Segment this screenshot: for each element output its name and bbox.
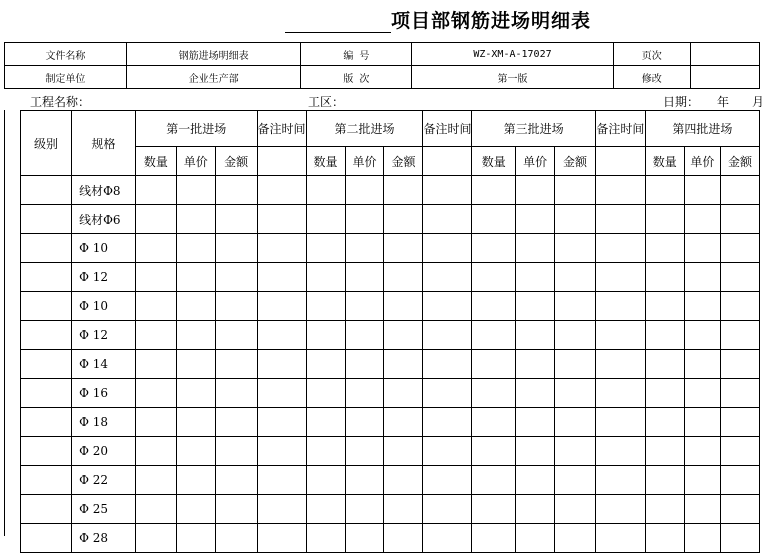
data-cell <box>684 205 720 234</box>
data-cell <box>645 176 684 205</box>
data-cell <box>215 350 257 379</box>
data-cell <box>257 437 306 466</box>
data-cell <box>257 205 306 234</box>
data-cell <box>215 379 257 408</box>
data-cell <box>215 408 257 437</box>
amount-header: 金额 <box>555 147 596 176</box>
data-cell <box>516 321 555 350</box>
data-cell <box>516 437 555 466</box>
month-label: 月 <box>752 95 764 109</box>
data-cell <box>306 321 345 350</box>
data-cell <box>423 176 472 205</box>
grade-cell <box>21 292 72 321</box>
data-cell <box>555 495 596 524</box>
spec-cell: 线材Φ8 <box>72 176 136 205</box>
data-cell <box>345 379 384 408</box>
data-cell <box>257 350 306 379</box>
data-cell <box>135 205 176 234</box>
grade-cell <box>21 176 72 205</box>
data-cell <box>595 263 645 292</box>
data-cell <box>516 379 555 408</box>
data-cell <box>384 263 423 292</box>
data-cell <box>595 234 645 263</box>
data-cell <box>215 524 257 553</box>
data-cell <box>345 263 384 292</box>
qty-header: 数量 <box>306 147 345 176</box>
data-cell <box>176 495 215 524</box>
data-cell <box>423 321 472 350</box>
data-cell <box>684 524 720 553</box>
data-cell <box>516 350 555 379</box>
data-cell <box>423 234 472 263</box>
data-cell <box>645 437 684 466</box>
data-cell <box>645 292 684 321</box>
table-header-row <box>21 111 760 147</box>
meta-row <box>5 66 760 89</box>
data-cell <box>555 466 596 495</box>
data-cell <box>720 205 759 234</box>
year-label: 年 <box>717 95 730 109</box>
grade-cell <box>21 205 72 234</box>
price-header: 单价 <box>516 147 555 176</box>
data-cell <box>684 350 720 379</box>
meta-row <box>5 43 760 66</box>
price-header: 单价 <box>176 147 215 176</box>
data-cell <box>384 205 423 234</box>
data-cell <box>306 176 345 205</box>
page-label: 页次 <box>613 43 690 66</box>
data-cell <box>176 234 215 263</box>
data-cell <box>720 234 759 263</box>
data-cell <box>135 495 176 524</box>
data-cell <box>306 234 345 263</box>
spec-cell: Φ 14 <box>72 350 136 379</box>
data-cell <box>345 408 384 437</box>
page-value <box>690 43 759 66</box>
data-cell <box>345 495 384 524</box>
data-cell <box>345 437 384 466</box>
data-cell <box>384 495 423 524</box>
grade-cell <box>21 234 72 263</box>
grade-cell <box>21 524 72 553</box>
data-cell <box>176 321 215 350</box>
data-cell <box>645 350 684 379</box>
data-cell <box>345 292 384 321</box>
data-cell <box>472 379 516 408</box>
data-cell <box>423 408 472 437</box>
data-cell <box>516 408 555 437</box>
spec-cell: Φ 18 <box>72 408 136 437</box>
data-cell <box>384 176 423 205</box>
data-cell <box>472 263 516 292</box>
data-cell <box>645 234 684 263</box>
data-cell <box>516 495 555 524</box>
data-cell <box>684 408 720 437</box>
data-cell <box>345 176 384 205</box>
date-label: 日期： <box>663 95 700 109</box>
data-cell <box>306 263 345 292</box>
data-cell <box>595 379 645 408</box>
table-body <box>21 176 760 553</box>
data-cell <box>516 292 555 321</box>
data-cell <box>345 321 384 350</box>
data-cell <box>215 466 257 495</box>
data-cell <box>684 495 720 524</box>
grade-cell <box>21 495 72 524</box>
spec-header: 规格 <box>72 111 136 176</box>
remark-time-header: 备注时间 <box>423 111 472 147</box>
data-cell <box>135 176 176 205</box>
batch-4-header: 第四批进场 <box>645 111 759 147</box>
qty-header: 数量 <box>645 147 684 176</box>
data-cell <box>423 466 472 495</box>
remark-cell <box>595 147 645 176</box>
data-cell <box>345 234 384 263</box>
table-row <box>21 466 760 495</box>
data-cell <box>595 466 645 495</box>
data-cell <box>257 321 306 350</box>
doc-number-label: 编 号 <box>301 43 412 66</box>
data-cell <box>176 379 215 408</box>
table-row <box>21 176 760 205</box>
data-cell <box>306 408 345 437</box>
table-row <box>21 408 760 437</box>
data-cell <box>516 205 555 234</box>
data-cell <box>595 437 645 466</box>
data-cell <box>720 176 759 205</box>
data-cell <box>215 205 257 234</box>
data-cell <box>684 379 720 408</box>
batch-3-header: 第三批进场 <box>472 111 595 147</box>
data-cell <box>595 321 645 350</box>
batch-2-header: 第二批进场 <box>306 111 423 147</box>
data-cell <box>555 379 596 408</box>
data-cell <box>555 408 596 437</box>
data-cell <box>555 437 596 466</box>
data-cell <box>257 176 306 205</box>
data-cell <box>720 466 759 495</box>
data-cell <box>595 408 645 437</box>
data-cell <box>516 263 555 292</box>
data-cell <box>384 234 423 263</box>
data-cell <box>684 263 720 292</box>
data-cell <box>135 379 176 408</box>
data-cell <box>645 321 684 350</box>
data-cell <box>720 263 759 292</box>
grade-cell <box>21 321 72 350</box>
data-cell <box>645 263 684 292</box>
data-cell <box>257 379 306 408</box>
remark-time-header: 备注时间 <box>257 111 306 147</box>
data-cell <box>555 234 596 263</box>
data-cell <box>384 350 423 379</box>
data-cell <box>176 524 215 553</box>
data-cell <box>595 176 645 205</box>
data-cell <box>555 350 596 379</box>
data-cell <box>423 524 472 553</box>
table-row <box>21 524 760 553</box>
qty-header: 数量 <box>472 147 516 176</box>
data-cell <box>472 292 516 321</box>
data-cell <box>516 234 555 263</box>
grade-header: 级别 <box>21 111 72 176</box>
grade-cell <box>21 408 72 437</box>
document-title: 项目部钢筋进场明细表 <box>391 10 592 32</box>
data-cell <box>176 176 215 205</box>
data-cell <box>384 321 423 350</box>
data-cell <box>595 524 645 553</box>
batch-1-header: 第一批进场 <box>135 111 257 147</box>
data-cell <box>384 524 423 553</box>
data-cell <box>384 408 423 437</box>
price-header: 单价 <box>345 147 384 176</box>
data-cell <box>215 292 257 321</box>
data-cell <box>345 350 384 379</box>
data-cell <box>720 321 759 350</box>
data-cell <box>176 408 215 437</box>
table-row <box>21 292 760 321</box>
data-cell <box>472 495 516 524</box>
data-cell <box>135 437 176 466</box>
data-cell <box>720 292 759 321</box>
data-cell <box>645 408 684 437</box>
doc-number-value: WZ-XM-A-17027 <box>412 43 613 66</box>
data-cell <box>423 263 472 292</box>
data-cell <box>472 408 516 437</box>
form-left-border <box>4 110 5 536</box>
data-cell <box>215 495 257 524</box>
data-cell <box>215 176 257 205</box>
grade-cell <box>21 437 72 466</box>
amount-header: 金额 <box>384 147 423 176</box>
data-cell <box>135 321 176 350</box>
data-cell <box>306 466 345 495</box>
data-cell <box>645 524 684 553</box>
data-cell <box>720 350 759 379</box>
table-row <box>21 437 760 466</box>
data-cell <box>215 437 257 466</box>
data-cell <box>645 495 684 524</box>
data-cell <box>555 176 596 205</box>
table-row <box>21 321 760 350</box>
data-cell <box>555 205 596 234</box>
data-cell <box>257 408 306 437</box>
data-cell <box>516 466 555 495</box>
data-cell <box>555 524 596 553</box>
table-row <box>21 379 760 408</box>
data-cell <box>257 292 306 321</box>
data-cell <box>423 350 472 379</box>
file-name-label: 文件名称 <box>5 43 127 66</box>
data-cell <box>595 205 645 234</box>
spec-cell: Φ 28 <box>72 524 136 553</box>
data-cell <box>423 437 472 466</box>
data-cell <box>555 321 596 350</box>
table-row <box>21 205 760 234</box>
revision-value <box>690 66 759 89</box>
spec-cell: Φ 25 <box>72 495 136 524</box>
data-cell <box>345 205 384 234</box>
qty-header: 数量 <box>135 147 176 176</box>
data-cell <box>423 292 472 321</box>
data-cell <box>684 176 720 205</box>
spec-cell: Φ 12 <box>72 263 136 292</box>
data-cell <box>423 495 472 524</box>
data-cell <box>472 321 516 350</box>
data-cell <box>384 466 423 495</box>
data-cell <box>384 292 423 321</box>
grade-cell <box>21 350 72 379</box>
data-cell <box>595 292 645 321</box>
spec-cell: 线材Φ6 <box>72 205 136 234</box>
title-blank-line <box>285 32 391 33</box>
data-cell <box>645 379 684 408</box>
table-row <box>21 263 760 292</box>
grade-cell <box>21 379 72 408</box>
grade-cell <box>21 466 72 495</box>
data-cell <box>135 466 176 495</box>
data-cell <box>384 437 423 466</box>
data-cell <box>472 524 516 553</box>
data-cell <box>135 292 176 321</box>
data-cell <box>135 234 176 263</box>
data-cell <box>257 466 306 495</box>
data-cell <box>257 495 306 524</box>
data-cell <box>384 379 423 408</box>
spec-cell: Φ 16 <box>72 379 136 408</box>
data-cell <box>135 408 176 437</box>
data-cell <box>472 176 516 205</box>
spec-cell: Φ 10 <box>72 234 136 263</box>
data-cell <box>345 466 384 495</box>
data-cell <box>684 437 720 466</box>
data-cell <box>684 292 720 321</box>
data-cell <box>176 263 215 292</box>
data-cell <box>306 437 345 466</box>
title-bar <box>0 0 760 42</box>
revision-label: 修改 <box>613 66 690 89</box>
data-cell <box>135 350 176 379</box>
spec-cell: Φ 20 <box>72 437 136 466</box>
spec-cell: Φ 22 <box>72 466 136 495</box>
data-cell <box>720 495 759 524</box>
remark-cell <box>257 147 306 176</box>
amount-header: 金额 <box>215 147 257 176</box>
data-cell <box>135 524 176 553</box>
data-cell <box>472 350 516 379</box>
data-cell <box>345 524 384 553</box>
data-cell <box>306 379 345 408</box>
data-cell <box>135 263 176 292</box>
issuer-value: 企业生产部 <box>126 66 301 89</box>
spec-cell: Φ 12 <box>72 321 136 350</box>
amount-header: 金额 <box>720 147 759 176</box>
data-cell <box>306 524 345 553</box>
data-cell <box>257 234 306 263</box>
version-value: 第一版 <box>412 66 613 89</box>
data-cell <box>257 524 306 553</box>
data-cell <box>472 234 516 263</box>
spec-cell: Φ 10 <box>72 292 136 321</box>
file-name-value: 钢筋进场明细表 <box>126 43 301 66</box>
price-header: 单价 <box>684 147 720 176</box>
data-cell <box>472 466 516 495</box>
data-cell <box>176 205 215 234</box>
data-cell <box>306 205 345 234</box>
data-cell <box>176 292 215 321</box>
data-cell <box>472 205 516 234</box>
data-cell <box>555 263 596 292</box>
data-cell <box>306 292 345 321</box>
data-cell <box>472 437 516 466</box>
data-cell <box>720 524 759 553</box>
data-cell <box>176 350 215 379</box>
data-cell <box>684 466 720 495</box>
issuer-label: 制定单位 <box>5 66 127 89</box>
data-cell <box>684 234 720 263</box>
document-meta-table <box>4 42 760 89</box>
data-cell <box>306 350 345 379</box>
version-label: 版 次 <box>301 66 412 89</box>
rebar-detail-table <box>20 110 760 553</box>
table-row <box>21 495 760 524</box>
remark-time-header: 备注时间 <box>595 111 645 147</box>
data-cell <box>215 321 257 350</box>
data-cell <box>595 495 645 524</box>
data-cell <box>720 379 759 408</box>
data-cell <box>215 263 257 292</box>
data-cell <box>257 263 306 292</box>
data-cell <box>516 176 555 205</box>
data-cell <box>215 234 257 263</box>
table-row <box>21 350 760 379</box>
data-cell <box>423 205 472 234</box>
remark-cell <box>423 147 472 176</box>
grade-cell <box>21 263 72 292</box>
data-cell <box>645 466 684 495</box>
project-name-label: 工程名称： <box>30 95 91 109</box>
data-cell <box>555 292 596 321</box>
data-cell <box>645 205 684 234</box>
data-cell <box>176 437 215 466</box>
data-cell <box>684 321 720 350</box>
data-cell <box>423 379 472 408</box>
data-cell <box>176 466 215 495</box>
data-cell <box>720 437 759 466</box>
data-cell <box>595 350 645 379</box>
table-row <box>21 234 760 263</box>
data-cell <box>516 524 555 553</box>
work-area-label: 工区： <box>308 95 345 109</box>
data-cell <box>720 408 759 437</box>
data-cell <box>306 495 345 524</box>
